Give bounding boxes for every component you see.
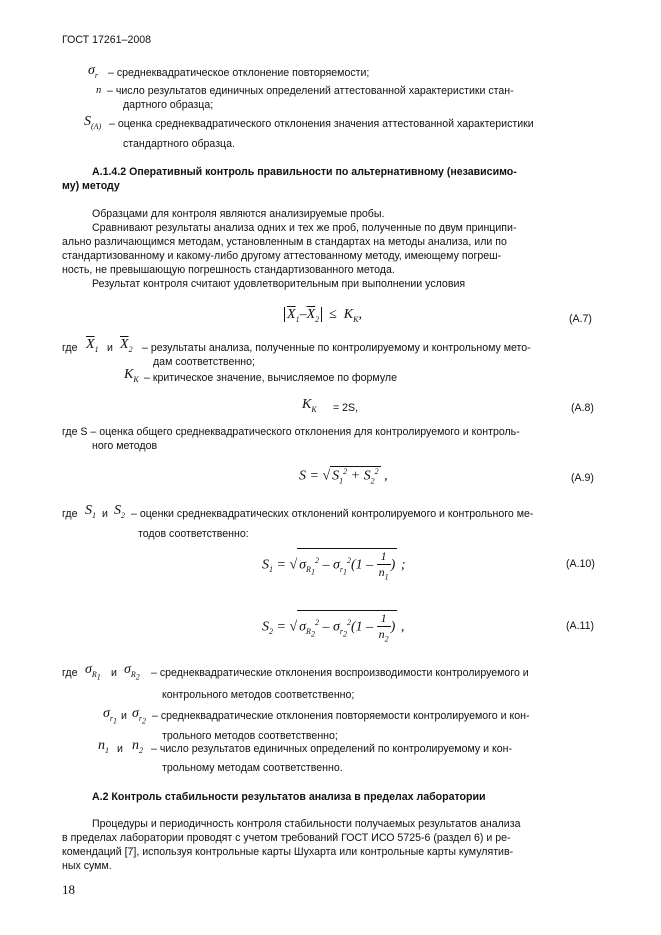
- formula-a11: $S_2$ = √ $\sigma_{R_2}^2 - \sigma_{r_2}^2(1$ – $\frac{1}{n_2}$ ) ,: [262, 611, 405, 644]
- n12-definition-line2: трольному методам соответственно.: [162, 762, 343, 774]
- paragraph-samples: Образцами для контроля являются анализируемые пробы.: [92, 208, 385, 220]
- reproducibility-definition-line1: – среднеквадратические отклонения воспроизводимости контролируемого и: [151, 667, 529, 679]
- s2-symbol: $S_2$: [114, 503, 125, 520]
- sa-symbol: $S_{(А)}$: [84, 114, 102, 131]
- sigma-r1-symbol: $\sigma_{R_1}$: [85, 662, 101, 682]
- formula-a9: S = √ $S_1^2 + S_2^2$ ,: [299, 467, 388, 486]
- section-a2-paragraph-line4: ных сумм.: [62, 860, 112, 872]
- kk-definition: – критическое значение, вычисляемое по формуле: [144, 372, 397, 384]
- and-word: и: [107, 342, 113, 354]
- formula-a10: $S_1$ = √ $\sigma_{R_1}^2 - \sigma_{r_1}^2(1$ – $\frac{1}{n_1}$ ) ;: [262, 549, 406, 582]
- s12-definition-line1: – оценки среднеквадратических отклонений контролируемого и контрольного ме-: [131, 508, 534, 520]
- formula-a10-label: (А.10): [566, 558, 595, 570]
- repeatability-definition-line2: трольного методов соответственно;: [162, 730, 338, 742]
- section-heading-line1: А.1.4.2 Оперативный контроль правильности по альтернативному (независимо-: [92, 166, 517, 178]
- sa-definition-line2: стандартного образца.: [123, 138, 235, 150]
- document-header: ГОСТ 17261–2008: [62, 34, 152, 46]
- paragraph-condition: Результат контроля считают удовлетворительным при выполнении условия: [92, 278, 466, 290]
- s-definition-line2: ного методов: [92, 440, 158, 452]
- formula-a9-label: (А.9): [571, 472, 594, 484]
- n-definition-line1: – число результатов единичных определений аттестованной характеристики стан-: [107, 85, 514, 97]
- s-definition-line1: где S – оценка общего среднеквадратического отклонения для контролируемого и контроль-: [62, 426, 520, 438]
- sigma-r-definition: – среднеквадратическое отклонение повторяемости;: [108, 67, 370, 79]
- repeatability-definition-line1: – среднеквадратические отклонения повторяемости контролируемого и кон-: [152, 710, 530, 722]
- where-label: где: [62, 342, 78, 354]
- paragraph-compare-line4: ность, не превышающую погрешность стандартизованного метода.: [62, 264, 395, 276]
- formula-a7-label: (А.7): [569, 313, 592, 325]
- formula-a8-rhs: = 2S,: [333, 402, 359, 414]
- s12-definition-line2: тодов соответственно:: [138, 528, 249, 540]
- n12-definition-line1: – число результатов единичных определений по контролируемому и кон-: [151, 743, 512, 755]
- sigma-r2-symbol: $\sigma_{R_2}$: [124, 662, 140, 682]
- paragraph-compare-line1: Сравнивают результаты анализа одних и тех же проб, полученные по двум принципи-: [92, 222, 517, 234]
- and-word-rep: и: [121, 710, 127, 722]
- section-a2-paragraph-line1: Процедуры и периодичность контроля стабильности получаемых результатов анализа: [92, 818, 521, 830]
- formula-a8: $K_К$: [302, 397, 317, 414]
- sigma-r-symbol: $\sigma_r$: [88, 63, 99, 80]
- n-symbol: n: [96, 85, 102, 96]
- where-label-a11: где: [62, 667, 78, 679]
- section-a2-paragraph-line2: в пределах лаборатории проводят с учетом требований ГОСТ ИСО 5725-6 (раздел 6) и ре-: [62, 832, 511, 844]
- page-number: 18: [62, 882, 75, 897]
- and-word-a9: и: [102, 508, 108, 520]
- formula-a11-label: (А.11): [566, 620, 595, 632]
- n-definition-line2: дартного образца;: [123, 99, 214, 111]
- kk-symbol: $K_К$: [124, 367, 139, 384]
- section-a2-heading: А.2 Контроль стабильности результатов анализа в пределах лаборатории: [92, 791, 486, 803]
- sa-definition-line1: – оценка среднеквадратического отклонения значения аттестованной характеристики: [109, 118, 534, 130]
- section-heading-line2: му) методу: [62, 180, 120, 192]
- and-word-a11: и: [111, 667, 117, 679]
- x-definition-line1: – результаты анализа, полученные по контролируемому и контрольному мето-: [142, 342, 531, 354]
- paragraph-compare-line3: стандартизованному и какому-либо другому аттестованному методу, имеющему погреш-: [62, 250, 502, 262]
- formula-a8-label: (А.8): [571, 402, 594, 414]
- sigma-r-rep2-symbol: $\sigma_{r_2}$: [132, 706, 147, 726]
- paragraph-compare-line2: ально различающимся методам, установленным в стандартах на методы анализа, или по: [62, 236, 507, 248]
- sigma-r-rep1-symbol: $\sigma_{r_1}$: [103, 706, 118, 726]
- formula-a7: $\overline{X}_1-\overline{X}_2 \le K_К$,: [284, 307, 362, 324]
- x1-symbol: $\overline{X}_1$: [86, 337, 99, 354]
- where-label-a9: где: [62, 508, 78, 520]
- reproducibility-definition-line2: контрольного методов соответственно;: [162, 689, 355, 701]
- s1-symbol: $S_1$: [85, 503, 96, 520]
- section-a2-paragraph-line3: комендаций [7], используя контрольные карты Шухарта или контрольные карты кумулятив-: [62, 846, 514, 858]
- x-definition-line2: дам соответственно;: [153, 356, 255, 368]
- n1-symbol: $n_1$: [98, 738, 109, 755]
- x2-symbol: $\overline{X}_2$: [120, 337, 133, 354]
- n2-symbol: $n_2$: [132, 738, 143, 755]
- and-word-n: и: [117, 743, 123, 755]
